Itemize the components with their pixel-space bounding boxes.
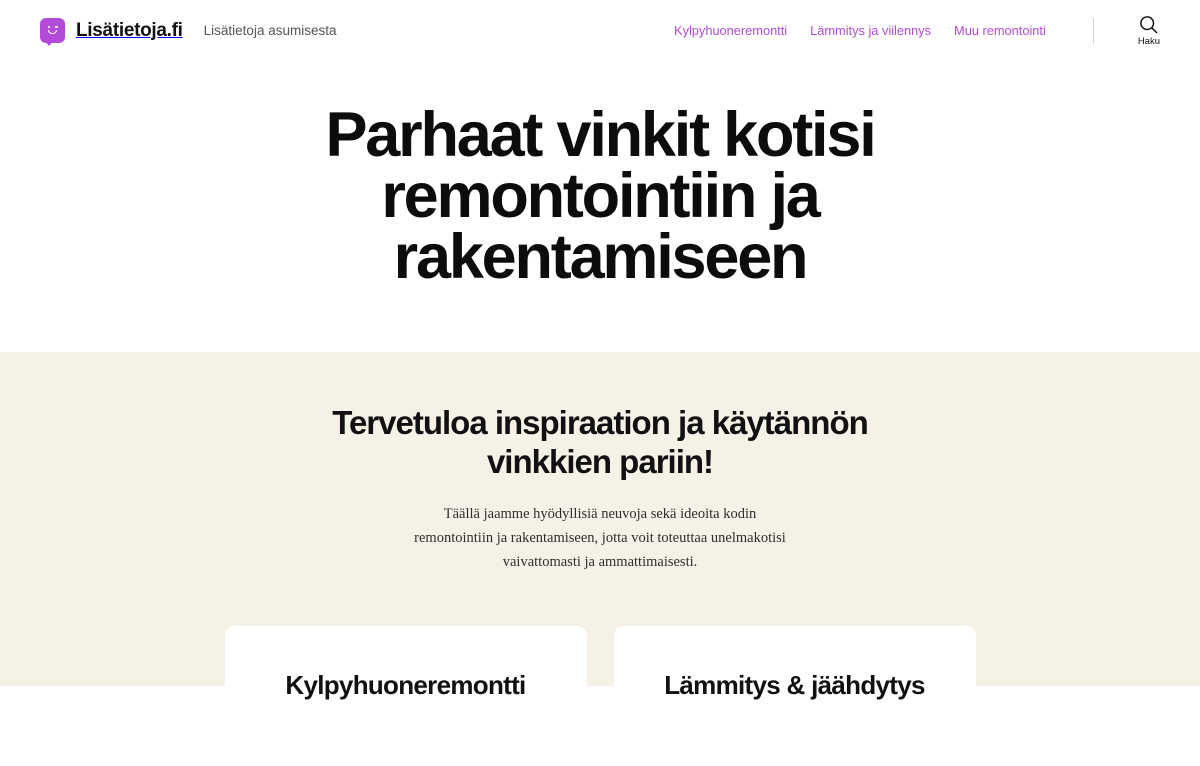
chat-smile-icon	[40, 18, 65, 43]
intro-block	[280, 404, 920, 574]
category-card-lammitys-jaahdytys[interactable]	[614, 626, 976, 766]
category-cards	[0, 626, 1200, 766]
category-card-kylpyhuoneremontti[interactable]	[225, 626, 587, 766]
hero-section	[0, 61, 1200, 352]
logo-text: Lisätietoja.fi	[76, 19, 183, 41]
category-card-title: Kylpyhuoneremontti	[285, 669, 526, 700]
intro-body: Täällä jaamme hyödyllisiä neuvoja sekä ideoita kodin remontointiin ja rakentamiseen, jotta voit toteuttaa unelmakotisi vaivattomasti ja ammattimaisesti.	[414, 505, 786, 570]
nav-item-lammitys-ja-viilennys[interactable]: Lämmitys ja viilennys	[810, 23, 932, 38]
search-icon	[1139, 15, 1158, 34]
nav-item-kylpyhuoneremontti[interactable]: Kylpyhuoneremontti	[674, 23, 788, 38]
intro-heading: Tervetuloa inspiraation ja käytännön vinkkien pariin!	[332, 404, 868, 480]
search-label: Haku	[1137, 35, 1160, 47]
brand-logo-link[interactable]	[40, 18, 183, 43]
intro-section	[0, 352, 1200, 700]
page-title: Parhaat vinkit kotisi remontointiin ja rakentamiseen	[325, 100, 875, 293]
main-navigation	[674, 15, 1160, 47]
site-tagline: Lisätietoja asumisesta	[203, 23, 337, 38]
search-button[interactable]	[1138, 15, 1160, 47]
category-card-title: Lämmitys & jäähdytys	[664, 669, 925, 700]
nav-divider	[1093, 18, 1094, 44]
nav-item-muu-remontointi[interactable]: Muu remontointi	[954, 23, 1046, 38]
site-header	[0, 0, 1200, 61]
